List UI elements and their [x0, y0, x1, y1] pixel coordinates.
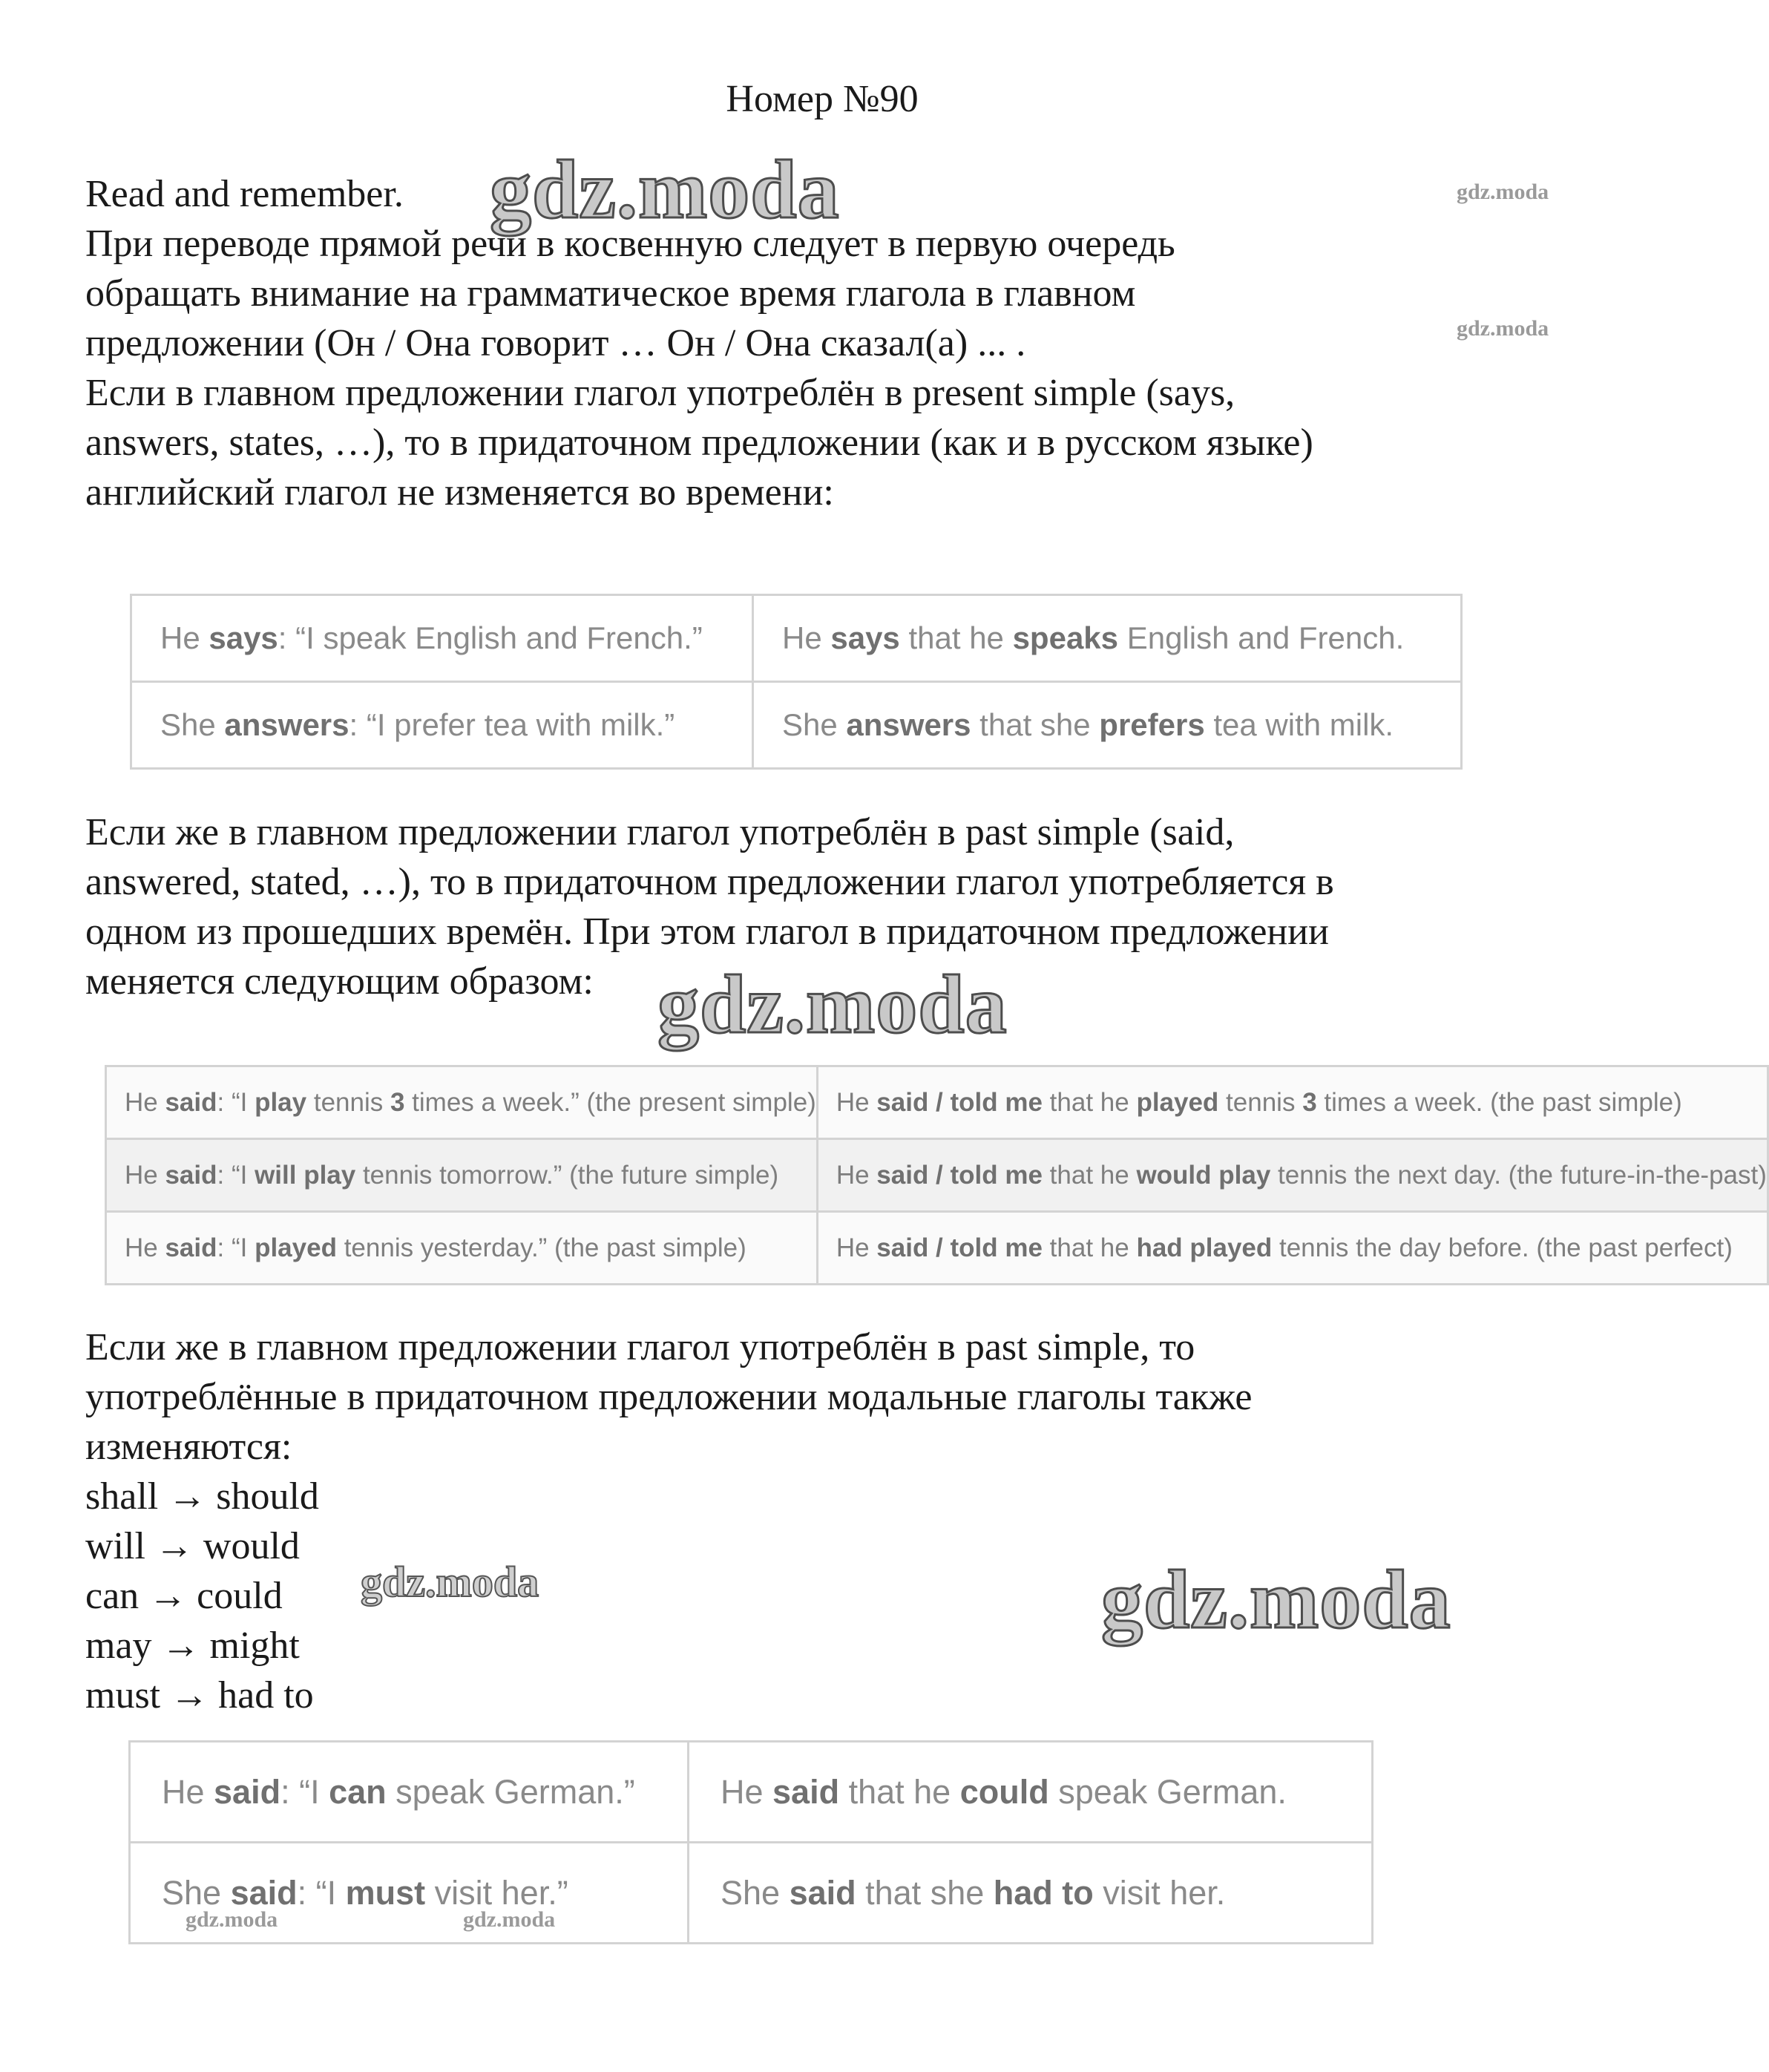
- cell-text: He: [782, 620, 831, 655]
- cell-text: He: [125, 1160, 165, 1190]
- cell-text: : “I: [217, 1087, 255, 1117]
- table-row: [130, 1742, 1373, 1843]
- text-line: Если же в главном предложении глагол употреблён в past simple (said,: [85, 811, 1235, 853]
- cell-text: that he: [1042, 1160, 1137, 1190]
- emphasized-verb: said / told me: [876, 1233, 1043, 1262]
- cell-text: She: [160, 707, 225, 742]
- modal-pair: may → might: [85, 1625, 300, 1667]
- cell-text: He: [836, 1160, 877, 1190]
- table-row: [131, 682, 1462, 769]
- reported-speech-cell: [689, 1742, 1373, 1843]
- cell-text: He: [836, 1087, 877, 1117]
- cell-text: : “I: [217, 1233, 255, 1262]
- text-line: меняется следующим образом:: [85, 960, 594, 1003]
- cell-text: : “I: [297, 1873, 346, 1912]
- table-row: [131, 595, 1462, 682]
- watermark-logo: gdz.moda: [1101, 1554, 1451, 1646]
- emphasized-verb: must: [345, 1873, 426, 1912]
- direct-speech-cell: [130, 1742, 689, 1843]
- watermark-logo: gdz.moda: [490, 144, 840, 236]
- cell-text: She: [162, 1873, 231, 1912]
- cell-text: tennis tomorrow.” (the future simple): [355, 1160, 779, 1190]
- modal-pair: shall → should: [85, 1475, 319, 1518]
- emphasized-verb: says: [830, 620, 900, 655]
- emphasized-verb: said: [772, 1772, 840, 1811]
- table-row: [106, 1139, 1768, 1212]
- cell-text: speak German.”: [386, 1772, 635, 1811]
- reported-speech-cell: [689, 1843, 1373, 1944]
- cell-text: that she: [856, 1873, 994, 1912]
- text-line: Read and remember.: [85, 173, 404, 215]
- emphasized-verb: said / told me: [876, 1087, 1043, 1117]
- text-line: При переводе прямой речи в косвенную следует в первую очередь: [85, 223, 1175, 265]
- table-row: [106, 1212, 1768, 1285]
- example-table-modals: [128, 1740, 1373, 1944]
- text-line: Если же в главном предложении глагол употреблён в past simple, то: [85, 1326, 1195, 1368]
- emphasized-verb: said / told me: [876, 1160, 1043, 1190]
- emphasized-verb: prefers: [1099, 707, 1205, 742]
- cell-text: tea with milk.: [1204, 707, 1394, 742]
- cell-text: : “I: [217, 1160, 255, 1190]
- reported-speech-cell: [817, 1212, 1768, 1285]
- emphasized-verb: would play: [1136, 1160, 1271, 1190]
- modal-pair: must → had to: [85, 1674, 314, 1717]
- text-line: английский глагол не изменяется во времени:: [85, 471, 834, 514]
- text-line: Если в главном предложении глагол употреблён в present simple (says,: [85, 372, 1235, 414]
- cell-text: : “I: [280, 1772, 329, 1811]
- direct-speech-cell: [106, 1212, 818, 1285]
- watermark-logo: gdz.moda: [1457, 316, 1549, 341]
- emphasized-verb: can: [329, 1772, 387, 1811]
- emphasized-verb: said: [165, 1087, 217, 1117]
- emphasized-verb: said: [214, 1772, 281, 1811]
- cell-text: that she: [971, 707, 1100, 742]
- watermark-logo: gdz.moda: [361, 1558, 539, 1606]
- emphasized-verb: play: [255, 1087, 307, 1117]
- reported-speech-cell: [817, 1139, 1768, 1212]
- cell-text: She: [782, 707, 847, 742]
- example-table-present: [130, 594, 1463, 770]
- emphasized-verb: said: [230, 1873, 298, 1912]
- text-line: предложении (Он / Она говорит … Он / Она сказал(а) ... .: [85, 322, 1026, 364]
- cell-text: speak German.: [1048, 1772, 1287, 1811]
- emphasized-verb: could: [959, 1772, 1049, 1811]
- cell-text: He: [160, 620, 209, 655]
- cell-text: times a week. (the past simple): [1316, 1087, 1682, 1117]
- text-line: изменяются:: [85, 1426, 292, 1468]
- emphasized-verb: played: [255, 1233, 337, 1262]
- text-line: одном из прошедших времён. При этом глагол в придаточном предложении: [85, 911, 1329, 953]
- direct-speech-cell: [106, 1066, 818, 1139]
- emphasized-verb: speaks: [1012, 620, 1119, 655]
- cell-text: that he: [1042, 1233, 1137, 1262]
- cell-text: He: [125, 1233, 165, 1262]
- modal-pair: will → would: [85, 1525, 300, 1567]
- text-line: answered, stated, …), то в придаточном предложении глагол употребляется в: [85, 861, 1334, 903]
- text-line: обращать внимание на грамматическое время глагола в главном: [85, 272, 1136, 315]
- emphasized-verb: had to: [993, 1873, 1094, 1912]
- cell-text: that he: [1042, 1087, 1137, 1117]
- direct-speech-cell: [131, 595, 753, 682]
- cell-text: He: [125, 1087, 165, 1117]
- emphasized-verb: 3: [390, 1087, 405, 1117]
- cell-text: tennis yesterday.” (the past simple): [336, 1233, 746, 1262]
- table-row: [106, 1066, 1768, 1139]
- emphasized-verb: said: [789, 1873, 856, 1912]
- emphasized-verb: says: [209, 620, 278, 655]
- cell-text: visit her.: [1093, 1873, 1226, 1912]
- emphasized-verb: had played: [1136, 1233, 1273, 1262]
- cell-text: tennis: [1218, 1087, 1303, 1117]
- page-title: Номер №90: [726, 78, 919, 120]
- reported-speech-cell: [753, 595, 1462, 682]
- emphasized-verb: answers: [846, 707, 971, 742]
- modal-verb-list: [85, 1472, 319, 1720]
- direct-speech-cell: [131, 682, 753, 769]
- cell-text: She: [721, 1873, 790, 1912]
- emphasized-verb: answers: [224, 707, 349, 742]
- emphasized-verb: played: [1136, 1087, 1219, 1117]
- table-row: [130, 1843, 1373, 1944]
- watermark-logo: gdz.moda: [657, 959, 1008, 1051]
- cell-text: tennis the next day. (the future-in-the-past): [1270, 1160, 1767, 1190]
- cell-text: He: [721, 1772, 773, 1811]
- direct-speech-cell: [106, 1139, 818, 1212]
- emphasized-verb: said: [165, 1160, 217, 1190]
- cell-text: that he: [899, 620, 1013, 655]
- emphasized-verb: will play: [255, 1160, 356, 1190]
- cell-text: that he: [839, 1772, 960, 1811]
- watermark-logo: gdz.moda: [186, 1907, 278, 1932]
- cell-text: visit her.”: [425, 1873, 568, 1912]
- watermark-logo: gdz.moda: [1457, 180, 1549, 204]
- text-line: употреблённые в придаточном предложении модальные глаголы также: [85, 1376, 1253, 1418]
- cell-text: tennis: [306, 1087, 390, 1117]
- example-table-tenses: [105, 1065, 1769, 1285]
- watermark-logo: gdz.moda: [463, 1907, 556, 1932]
- cell-text: tennis the day before. (the past perfect): [1272, 1233, 1733, 1262]
- modal-pair: can → could: [85, 1575, 283, 1617]
- cell-text: English and French.: [1118, 620, 1405, 655]
- text-line: answers, states, …), то в придаточном предложении (как и в русском языке): [85, 422, 1313, 464]
- emphasized-verb: said: [165, 1233, 217, 1262]
- cell-text: He: [836, 1233, 877, 1262]
- reported-speech-cell: [817, 1066, 1768, 1139]
- emphasized-verb: 3: [1302, 1087, 1317, 1117]
- cell-text: : “I speak English and French.”: [278, 620, 703, 655]
- reported-speech-cell: [753, 682, 1462, 769]
- cell-text: He: [162, 1772, 214, 1811]
- cell-text: : “I prefer tea with milk.”: [349, 707, 675, 742]
- modals-paragraph: [85, 1322, 1252, 1472]
- cell-text: times a week.” (the present simple): [404, 1087, 816, 1117]
